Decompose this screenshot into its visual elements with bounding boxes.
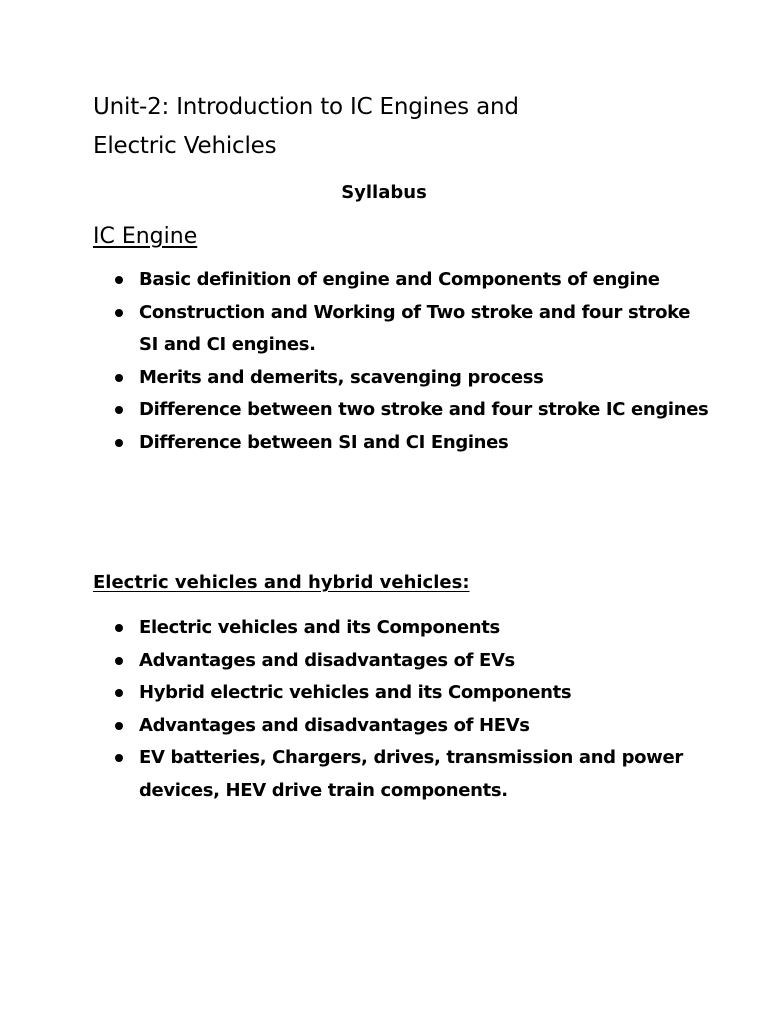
list-item: [110, 677, 710, 710]
document-title: [93, 88, 693, 166]
bullet-icon: [115, 624, 123, 632]
list-item-text: EV batteries, Chargers, drives, transmission and power devices, HEV drive train components.: [139, 747, 683, 801]
list-item: [110, 710, 710, 743]
list-item-text: Merits and demerits, scavenging process: [139, 366, 544, 388]
list-item: [110, 427, 710, 460]
bullet-icon: [115, 657, 123, 665]
bullet-icon: [115, 276, 123, 284]
list-item-text: Electric vehicles and its Components: [139, 617, 500, 638]
list-item: [110, 645, 710, 678]
list-item: [110, 297, 710, 362]
list-item: [110, 742, 710, 807]
section-heading-ic-engine: IC Engine: [93, 224, 198, 249]
list-item-text: Advantages and disadvantages of EVs: [139, 649, 515, 671]
title-line-1: Unit-2: Introduction to IC Engines and: [93, 94, 519, 120]
list-item: [110, 394, 710, 427]
bullet-icon: [115, 374, 123, 382]
title-line-2: Electric Vehicles: [93, 133, 277, 159]
list-item: [110, 362, 710, 395]
list-item-text: Basic definition of engine and Components of engine: [139, 269, 660, 290]
list-item: [110, 612, 710, 645]
bullet-icon: [115, 309, 123, 317]
bullet-icon: [115, 689, 123, 697]
syllabus-label: Syllabus: [341, 182, 427, 203]
list-item-text: Difference between two stroke and four stroke IC engines: [139, 399, 709, 420]
section-heading-electric-vehicles: Electric vehicles and hybrid vehicles:: [93, 572, 470, 593]
bullet-icon: [115, 754, 123, 762]
list-item-text: Construction and Working of Two stroke and four stroke SI and CI engines.: [139, 301, 691, 355]
list-item-text: Difference between SI and CI Engines: [139, 431, 509, 453]
ic-engine-topic-list: [110, 264, 710, 459]
list-item-text: Hybrid electric vehicles and its Components: [139, 682, 572, 703]
bullet-icon: [115, 439, 123, 447]
bullet-icon: [115, 722, 123, 730]
list-item: [110, 264, 710, 297]
bullet-icon: [115, 406, 123, 414]
ev-topic-list: [110, 612, 710, 807]
list-item-text: Advantages and disadvantages of HEVs: [139, 714, 530, 736]
